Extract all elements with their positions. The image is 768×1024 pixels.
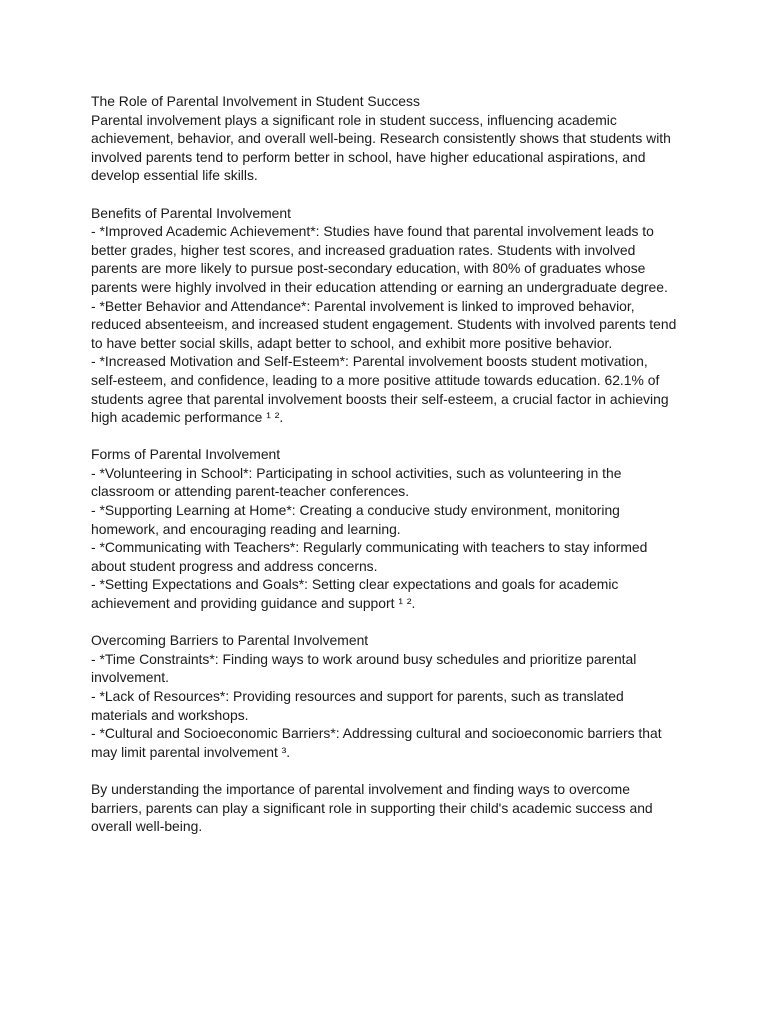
section-heading: Overcoming Barriers to Parental Involvement [91,632,369,649]
section-line: parents are more likely to pursue post-secondary education, with 80% of graduates whose [91,260,646,277]
section-line: - *Supporting Learning at Home*: Creating a conducive study environment, monitoring [91,502,620,519]
paragraph-gap [91,427,691,446]
section-line: - *Volunteering in School*: Participating in school activities, such as volunteering in the [91,464,622,481]
section-line: involvement. [91,669,169,686]
section-line: classroom or attending parent-teacher conferences. [91,483,410,500]
conclusion-line: overall well-being. [91,818,203,835]
paragraph-gap [91,613,691,632]
document-title: The Role of Parental Involvement in Student Success [91,93,420,109]
section-line: - *Increased Motivation and Self-Esteem*: Parental involvement boosts student motivation, [91,353,648,370]
section-line: better grades, higher test scores, and increased graduation rates. Students with involved [91,241,636,258]
intro-line: involved parents tend to perform better in school, have higher educational aspirations, and [91,148,646,165]
intro-paragraph [91,111,691,185]
section-line: may limit parental involvement ³. [91,743,291,760]
section-line: students agree that parental involvement boosts their self-esteem, a crucial factor in achieving [91,390,669,407]
section-line: - *Communicating with Teachers*: Regularly communicating with teachers to stay informed [91,539,648,556]
section-line: - *Time Constraints*: Finding ways to work around busy schedules and prioritize parental [91,650,637,667]
section-line: materials and workshops. [91,706,249,723]
section-barriers [91,631,691,761]
paragraph-gap [91,185,691,204]
section-line: - *Setting Expectations and Goals*: Setting clear expectations and goals for academic [91,576,619,593]
section-line: - *Lack of Resources*: Providing resources and support for parents, such as translated [91,688,624,704]
section-line: self-esteem, and confidence, leading to a more positive attitude towards education. 62.1% of [91,371,660,388]
section-line: about student progress and address concerns. [91,557,378,574]
section-line: homework, and encouraging reading and learning. [91,520,401,537]
section-line: - *Improved Academic Achievement*: Studies have found that parental involvement leads to [91,223,654,240]
paragraph-gap [91,761,691,780]
section-line: - *Better Behavior and Attendance*: Parental involvement is linked to improved behavior, [91,297,635,314]
intro-line: develop essential life skills. [91,167,258,184]
section-heading: Forms of Parental Involvement [91,446,281,463]
conclusion-line: By understanding the importance of parental involvement and finding ways to overcome [91,780,630,797]
section-line: to have better social skills, adapt better to school, and exhibit more positive behavior. [91,334,613,351]
section-line: reduced absenteeism, and increased student engagement. Students with involved parents tend [91,316,677,333]
section-heading: Benefits of Parental Involvement [91,204,291,221]
section-benefits [91,204,691,427]
section-line: achievement and providing guidance and support ¹ ². [91,595,416,612]
intro-line: achievement, behavior, and overall well-being. Research consistently shows that students with [91,130,671,147]
section-line: parents were highly involved in their education attending or earning an undergraduate degree. [91,278,668,295]
conclusion-line: barriers, parents can play a significant role in supporting their child's academic success and [91,799,653,816]
conclusion-paragraph [91,780,691,836]
section-forms [91,445,691,612]
section-line: - *Cultural and Socioeconomic Barriers*: Addressing cultural and socioeconomic barriers that [91,725,662,742]
section-line: high academic performance ¹ ². [91,409,284,426]
intro-line: Parental involvement plays a significant role in student success, influencing academic [91,111,617,128]
document-page [91,92,691,836]
